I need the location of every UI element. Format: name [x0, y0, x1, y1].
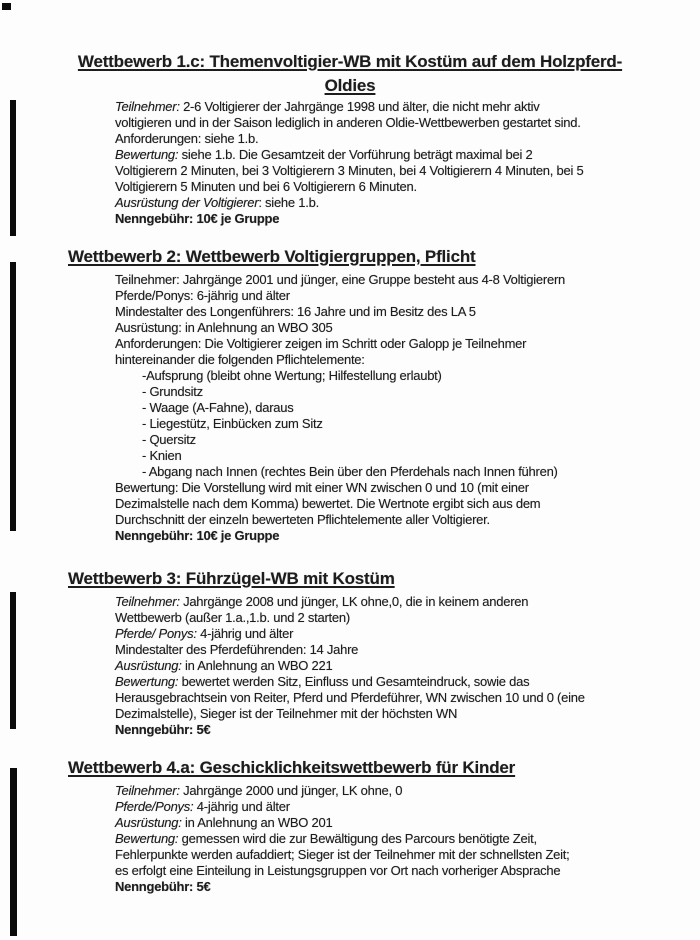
text-line — [115, 674, 700, 690]
section-heading-text: Wettbewerb 1.c: Themenvoltigier-WB mit Kostüm auf dem Holzpferd- — [77, 52, 623, 71]
text-run: Teilnehmer: — [115, 783, 180, 798]
section-body — [115, 594, 700, 738]
text-line — [115, 496, 700, 512]
text-run: Durchschnitt der einzeln bewerteten Pflichtelemente aller Voltigierer. — [115, 512, 490, 527]
text-line — [115, 626, 700, 642]
competition-section — [0, 246, 700, 544]
text-line — [115, 163, 700, 179]
text-line — [115, 288, 700, 304]
competition-section — [0, 568, 700, 738]
text-run: Mindestalter des Pferdeführenden: 14 Jahre — [115, 642, 359, 657]
text-run: Teilnehmer: — [115, 99, 180, 114]
text-line — [115, 528, 700, 544]
section-heading-text: Wettbewerb 4.a: Geschicklichkeitswettbewerb für Kinder — [68, 758, 516, 777]
text-run: in Anlehnung an WBO 201 — [181, 815, 333, 830]
text-run: Ausrüstung: — [115, 658, 182, 673]
text-line — [115, 368, 700, 384]
text-run: Bewertung: Die Vorstellung wird mit einer WN zwischen 0 und 10 (mit einer — [115, 480, 529, 495]
section-body — [115, 783, 700, 895]
text-line — [115, 799, 700, 815]
text-run: Voltigierern 5 Minuten und bei 6 Voltigierern 6 Minuten. — [115, 179, 417, 194]
text-run: - Quersitz — [142, 432, 196, 447]
text-line — [115, 831, 700, 847]
text-run: Anforderungen: siehe 1.b. — [115, 131, 259, 146]
text-line — [115, 99, 700, 115]
text-run: Teilnehmer: Jahrgänge 2001 und jünger, eine Gruppe besteht aus 4-8 Voltigierern — [115, 272, 566, 287]
text-run: - Grundsitz — [142, 384, 203, 399]
scan-corner-mark — [2, 3, 11, 10]
text-run: Dezimalstelle), Sieger ist der Teilnehmer mit der höchsten WN — [115, 706, 458, 721]
text-run: Pferde/Ponys: 6-jährig und älter — [115, 288, 290, 303]
competition-section — [0, 50, 700, 227]
text-run: Ausrüstung der Voltigierer — [115, 195, 259, 210]
text-line — [115, 131, 700, 147]
text-line — [115, 320, 700, 336]
text-run: Jahrgänge 2008 und jünger, LK ohne,0, die in keinem anderen — [179, 594, 529, 609]
text-run: siehe 1.b. Die Gesamtzeit der Vorführung beträgt maximal bei 2 — [178, 147, 533, 162]
text-run: Nenngebühr: 5€ — [115, 722, 211, 737]
text-line — [115, 464, 700, 480]
text-run: Nenngebühr: 10€ je Gruppe — [115, 211, 280, 226]
text-run: hintereinander die folgenden Pflichtelemente: — [115, 352, 365, 367]
text-run: Anforderungen: Die Voltigierer zeigen im Schritt oder Galopp je Teilnehmer — [115, 336, 527, 351]
text-line — [115, 480, 700, 496]
text-run: bewertet werden Sitz, Einfluss und Gesamteindruck, sowie das — [178, 674, 530, 689]
text-line — [115, 432, 700, 448]
text-line — [115, 352, 700, 368]
text-line — [115, 879, 700, 895]
text-run: Bewertung: — [115, 831, 179, 846]
text-run: in Anlehnung an WBO 221 — [181, 658, 333, 673]
text-line — [115, 304, 700, 320]
text-run: - Abgang nach Innen (rechtes Bein über den Pferdehals nach Innen führen) — [142, 464, 558, 479]
text-line — [115, 115, 700, 131]
text-line — [115, 384, 700, 400]
text-line — [115, 179, 700, 195]
text-run: Mindestalter des Longenführers: 16 Jahre und im Besitz des LA 5 — [115, 304, 476, 319]
text-run: : siehe 1.b. — [258, 195, 319, 210]
text-line — [115, 195, 700, 211]
text-line — [115, 610, 700, 626]
text-run: es erfolgt eine Einteilung in Leistungsgruppen vor Ort nach vorheriger Absprache — [115, 863, 561, 878]
text-line — [115, 512, 700, 528]
text-run: Ausrüstung: in Anlehnung an WBO 305 — [115, 320, 333, 335]
text-run: Voltigierern 2 Minuten, bei 3 Voltigierern 3 Minuten, bei 4 Voltigierern 4 Minuten, bei 5 — [115, 163, 584, 178]
text-run: Ausrüstung: — [115, 815, 182, 830]
text-run: Dezimalstelle nach dem Komma) bewertet. Die Wertnote ergibt sich aus dem — [115, 496, 541, 511]
text-run: - Liegestütz, Einbücken zum Sitz — [142, 416, 323, 431]
text-run: Bewertung: — [115, 674, 179, 689]
text-line — [115, 448, 700, 464]
text-run: 2-6 Voltigierer der Jahrgänge 1998 und älter, die nicht mehr aktiv — [179, 99, 540, 114]
text-line — [115, 815, 700, 831]
text-run: Nenngebühr: 5€ — [115, 879, 211, 894]
section-heading-text: Wettbewerb 3: Führzügel-WB mit Kostüm — [68, 569, 395, 588]
section-heading — [68, 246, 700, 267]
section-heading — [0, 50, 700, 98]
text-run: 4-jährig und älter — [193, 799, 290, 814]
text-line — [115, 400, 700, 416]
competition-section — [0, 757, 700, 895]
text-line — [115, 847, 700, 863]
text-run: Jahrgänge 2000 und jünger, LK ohne, 0 — [179, 783, 403, 798]
text-line — [115, 147, 700, 163]
text-run: - Waage (A-Fahne), daraus — [142, 400, 294, 415]
text-run: Pferde/ Ponys: — [115, 626, 197, 641]
section-heading-text: Oldies — [324, 76, 376, 95]
text-run: Nenngebühr: 10€ je Gruppe — [115, 528, 280, 543]
text-run: Herausgebrachtsein von Reiter, Pferd und Pferdeführer, WN zwischen 10 und 0 (eine — [115, 690, 585, 705]
text-line — [115, 783, 700, 799]
text-run: Bewertung: — [115, 147, 179, 162]
section-body — [115, 99, 700, 227]
text-run: - Knien — [142, 448, 182, 463]
section-body — [115, 272, 700, 544]
text-line — [115, 594, 700, 610]
text-line — [115, 658, 700, 674]
text-line — [115, 722, 700, 738]
section-heading-text: Wettbewerb 2: Wettbewerb Voltigiergruppen, Pflicht — [68, 247, 476, 266]
text-line — [115, 690, 700, 706]
text-run: Fehlerpunkte werden aufaddiert; Sieger ist der Teilnehmer mit der schnellsten Zeit; — [115, 847, 570, 862]
text-run: -Aufsprung (bleibt ohne Wertung; Hilfestellung erlaubt) — [142, 368, 442, 383]
text-line — [115, 642, 700, 658]
section-heading — [68, 568, 700, 589]
text-line — [115, 863, 700, 879]
text-line — [115, 336, 700, 352]
text-run: Pferde/Ponys: — [115, 799, 194, 814]
text-run: gemessen wird die zur Bewältigung des Parcours benötigte Zeit, — [178, 831, 537, 846]
text-run: voltigieren und in der Saison lediglich in anderen Oldie-Wettbewerben gestartet sind. — [115, 115, 581, 130]
text-line — [115, 706, 700, 722]
text-line — [115, 211, 700, 227]
text-line — [115, 416, 700, 432]
text-run: 4-jährig und älter — [196, 626, 294, 641]
text-run: Wettbewerb (außer 1.a.,1.b. und 2 starten) — [115, 610, 350, 625]
section-heading — [68, 757, 700, 778]
text-line — [115, 272, 700, 288]
text-run: Teilnehmer: — [115, 594, 180, 609]
